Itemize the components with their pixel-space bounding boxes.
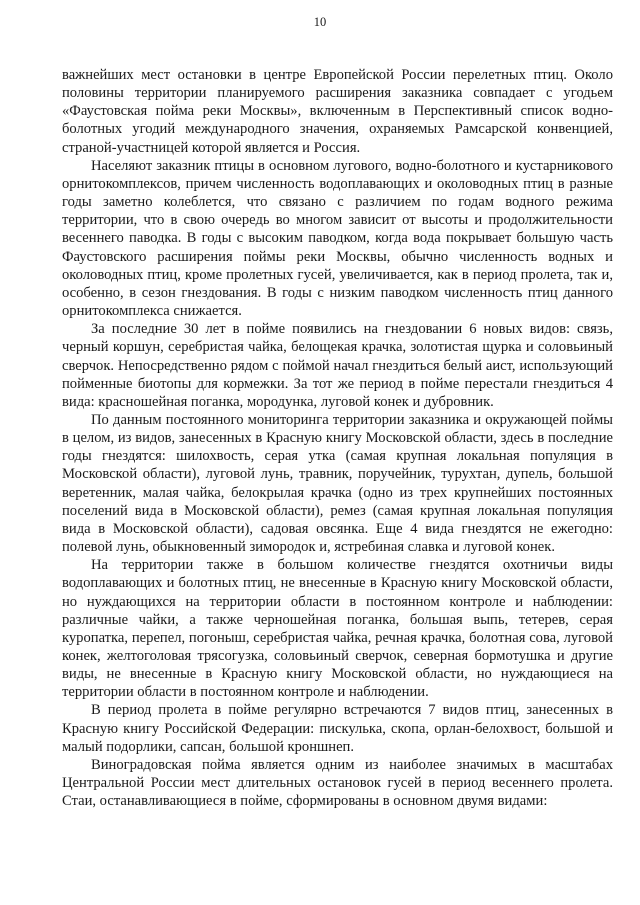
paragraph-ornithocomplexes: Населяют заказник птицы в основном лугового, водно-болотного и кустарникового орнитокомплексов, причем численность водоплавающих и околоводных птиц в разные годы заметно колеблется, что связано с различием по годам водного режима территории, что в свою очередь во многом зависит от высоты и продолжительности весеннего паводка. В годы с высоким паводком, когда вода покрывает большую часть Фаустовского расширения поймы реки Москвы, обычно численность водных и околоводных птиц, кроме пролетных гусей, увеличивается, как в период пролета, так и, особенно, в сезон гнездования. В годы с низким паводком численность птиц данного орнитокомплекса снижается.	[62, 157, 613, 320]
paragraph-vinogradovo-floodplain: Виноградовская пойма является одним из наиболее значимых в масштабах Центральной России мест длительных остановок гусей в период весеннего пролета. Стаи, останавливающиеся в пойме, сформированы в основном двумя видами:	[62, 756, 613, 810]
paragraph-continued: важнейших мест остановки в центре Европейской России перелетных птиц. Около половины территории планируемого расширения заказника совпадает с угодьем «Фаустовская пойма реки Москвы», включенным в Перспективный список водно-болотных угодий международного значения, охраняемых Рамсарской конвенцией, страной-участницей которой является и Россия.	[62, 67, 613, 156]
paragraph-new-species: За последние 30 лет в пойме появились на гнездовании 6 новых видов: связь, черный коршун, серебристая чайка, белощекая крачка, золотистая щурка и соловьиный сверчок. Непосредственно рядом с поймой начал гнездиться белый аист, использующий пойменные биотопы для кормежки. За тот же период в пойме перестали гнездиться 4 вида: красношейная поганка, мородунка, луговой конек и дубровник.	[62, 321, 613, 410]
page-number: 10	[313, 15, 327, 29]
paragraph-game-birds: На территории также в большом количестве гнездятся охотничьи виды водоплавающих и болотных птиц, не внесенные в Красную книгу Московской области, но нуждающихся на территории области в постоянном контроле и наблюдении: различные чайки, а также черношейная поганка, большая выпь, тетерев, серая куропатка, перепел, погоныш, серебристая чайка, речная крачка, болотная сова, луговой конек, желтоголовая трясогузка, соловьиный сверчок, северная бормотушка и другие виды, не внесенные в Красную книгу Московской области, но нуждающиеся на территории области в постоянном контроле и наблюдении.	[62, 557, 613, 701]
paragraph-migration-species: В период пролета в пойме регулярно встречаются 7 видов птиц, занесенных в Красную книгу Российской Федерации: пискулька, скопа, орлан-белохвост, большой и малый подорлики, сапсан, большой кроншнеп.	[62, 702, 613, 755]
paragraph-red-book-nesting: По данным постоянного мониторинга территории заказника и окружающей поймы в целом, из видов, занесенных в Красную книгу Московской области, здесь в последние годы гнездятся: шилохвость, серая утка (самая крупная локальная популяция в Московской области), луговой лунь, травник, поручейник, турухтан, дупель, большой веретенник, малая чайка, белокрылая крачка (одно из трех крупнейших постоянных поселений вида в Московской области), ремез (самая крупная локальная популяция вида в Московской области), садовая овсянка. Еще 4 вида гнездятся не ежегодно: полевой лунь, обыкновенный зимородок и, ястребиная славка и луговой конек.	[62, 411, 613, 556]
body-text	[62, 66, 613, 810]
